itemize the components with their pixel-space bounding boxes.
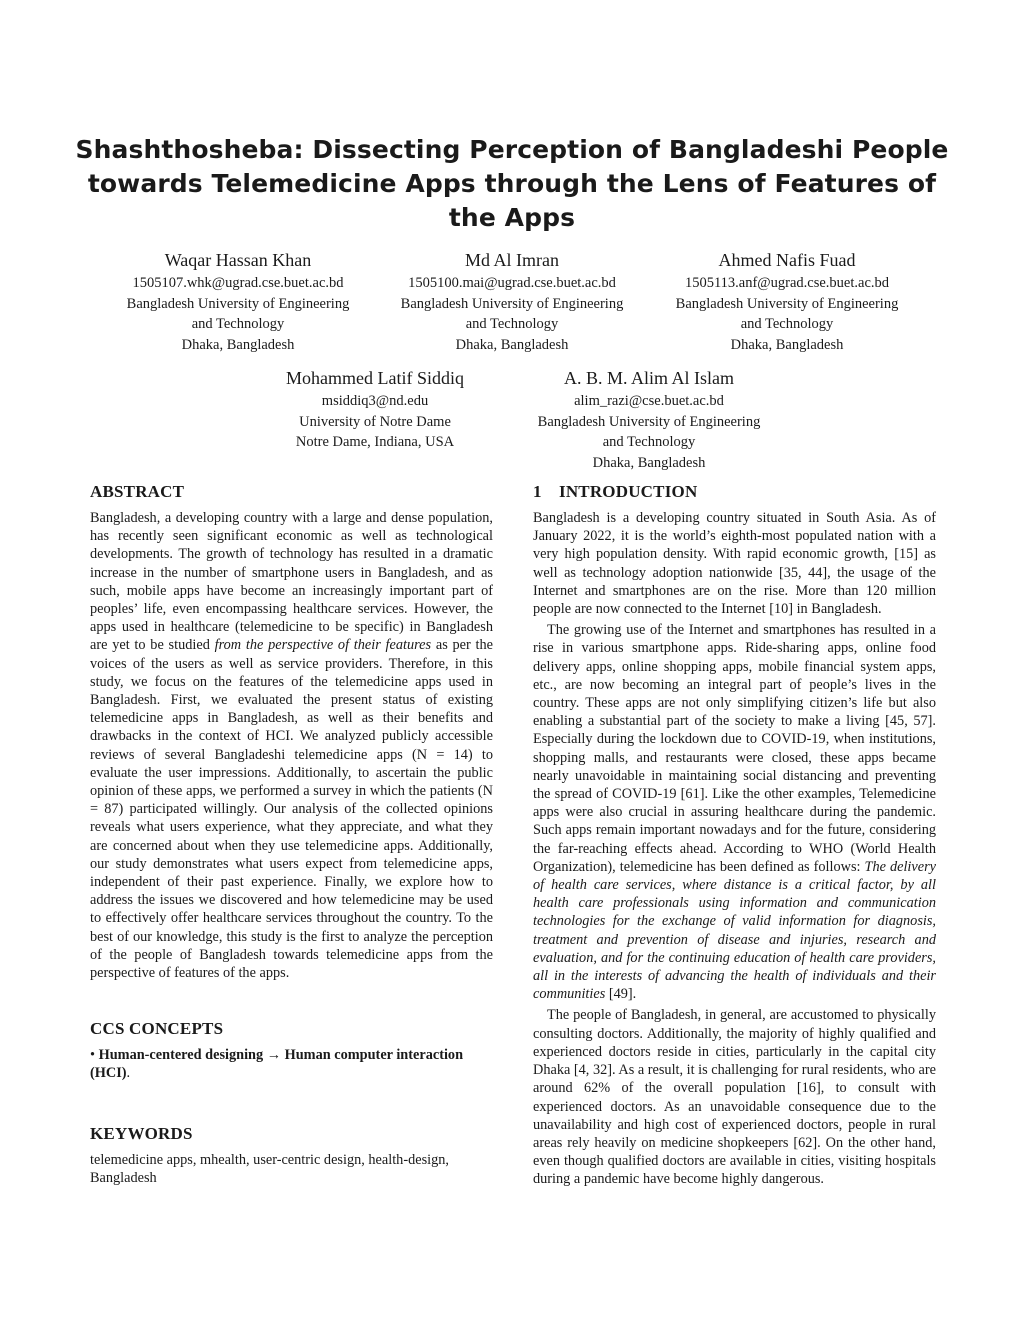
author-email: alim_razi@cse.buet.ac.bd xyxy=(574,393,724,409)
author-location: Notre Dame, Indiana, USA xyxy=(295,434,455,450)
author-location: Dhaka, Bangladesh xyxy=(730,336,844,353)
author-email: 1505100.mai@ugrad.cse.buet.ac.bd xyxy=(408,275,616,291)
author-block xyxy=(100,248,376,355)
author-name: A. B. M. Alim Al Islam xyxy=(563,368,734,388)
author-affiliation: and Technology xyxy=(191,316,285,332)
author-affiliation: Bangladesh University of Engineering xyxy=(675,295,899,312)
author-block xyxy=(237,366,513,453)
author-affiliation: and Technology xyxy=(602,434,696,450)
author-affiliation: Bangladesh University of Engineering xyxy=(126,295,350,312)
author-location: Dhaka, Bangladesh xyxy=(455,336,569,353)
author-affiliation: Bangladesh University of Engineering xyxy=(537,413,761,430)
section-number: 1 xyxy=(533,482,542,501)
ccs-period: . xyxy=(126,1065,131,1082)
author-affiliation: University of Notre Dame xyxy=(299,413,451,430)
author-affiliation: and Technology xyxy=(465,316,559,332)
keywords-heading: KEYWORDS xyxy=(90,1123,193,1143)
author-name: Mohammed Latif Siddiq xyxy=(286,368,464,388)
author-email: 1505113.anf@ugrad.cse.buet.ac.bd xyxy=(684,275,890,291)
intro-text-part: The growing use of the Internet and smartphones has resulted in a rise in various smartphone apps. Ride-sharing apps, online food delivery apps, online shopping apps, mobile financial system apps, etc., are now becoming an integral part of people’s lives in the country. These apps are not only simplifying citizen’s life but also enabling a substantial part of the society to make a living [45, 57]. Especially during the lockdown due to COVID-19, when institutions, shopping malls, and restaurants were closed, these apps became nearly unavoidable in maintaining social distancing and preventing the spread of COVID-19 [61]. Like the other examples, Telemedicine apps were also crucial in assuring healthcare during the pandemic. Such apps remain important nowadays and for the future, considering the far-reaching effects ahead. According to WHO (World Health Organization), telemedicine has been defined as follows: xyxy=(533,622,936,875)
author-affiliation: and Technology xyxy=(740,316,834,332)
ccs-bullet: • xyxy=(90,1047,96,1064)
ccs-concepts xyxy=(90,1046,493,1082)
author-name: Ahmed Nafis Fuad xyxy=(718,250,856,270)
intro-paragraph: Bangladesh is a developing country situated in South Asia. As of January 2022, it is the world’s eighth-most populated nation with a very high population density. With rapid economic growth, [15] as well as technology adoption nationwide [35, 44], the usage of the Internet and smartphones are on the rise. More than 120 million people are now connected to the Internet [10] in Bangladesh. xyxy=(533,510,936,618)
introduction-heading xyxy=(533,481,936,503)
abstract-italic-phrase: from the perspective of their features xyxy=(214,637,432,654)
left-column xyxy=(90,481,493,1187)
section-title: INTRODUCTION xyxy=(559,482,698,501)
intro-paragraph xyxy=(533,621,936,1003)
abstract-text xyxy=(90,509,493,982)
author-block xyxy=(511,366,787,473)
keywords-text: telemedicine apps, mhealth, user-centric design, health-design, Bangladesh xyxy=(90,1151,449,1186)
author-name: Md Al Imran xyxy=(465,250,559,270)
author-name: Waqar Hassan Khan xyxy=(164,250,312,270)
author-block xyxy=(649,248,925,355)
author-location: Dhaka, Bangladesh xyxy=(592,454,706,471)
abstract-heading: ABSTRACT xyxy=(90,482,185,501)
paper-title: Shashthosheba: Dissecting Perception of Bangladeshi People towards Telemedicine Apps through the Lens of Features of the Apps xyxy=(75,135,949,232)
ccs-heading: CCS CONCEPTS xyxy=(90,1019,224,1039)
intro-paragraph: The people of Bangladesh, in general, are accustomed to physically consulting doctors. Additionally, the majority of highly qualified and experienced doctors reside in cities, particularly in the capital city Dhaka [4, 32]. As a result, it is challenging for rural residents, who are around 62% of the overall population [16], to consult with experienced doctors. As an unavoidable consequence due to the unavailability and high cost of experienced doctors, people in rural areas rely heavily on medicine shopkeepers [62]. On the other hand, even though qualified doctors are available in cities, visiting hospitals during a pandemic have become highly dangerous. xyxy=(533,1007,936,1188)
author-location: Dhaka, Bangladesh xyxy=(181,336,295,353)
right-column xyxy=(533,481,936,1189)
intro-text-part: [49]. xyxy=(608,986,637,1003)
who-definition-quote: The delivery of health care services, where distance is a critical factor, by all health care professionals using information and communication technologies for the exchange of valid information for diagnosis, treatment and prevention of disease and injuries, research and evaluation, and for the continuing education of health care providers, all in the interests of advancing the health of individuals and their communities xyxy=(533,858,936,1003)
author-email: 1505107.whk@ugrad.cse.buet.ac.bd xyxy=(132,275,344,291)
abstract-text-part: Bangladesh, a developing country with a large and dense population, has recently seen significant economic as well as technological developments. The growth of technology has resulted in a dramatic increase in the number of smartphone users in Bangladesh, and as such, mobile apps have become an increasingly important part of peoples’ life, even encompassing healthcare services. However, the apps used in healthcare (telemedicine to be specific) in Bangladesh are yet to be studied xyxy=(90,510,493,654)
author-affiliation: Bangladesh University of Engineering xyxy=(400,295,624,312)
abstract-text-part: as per the voices of the users as well as service providers. Therefore, in this study, we focus on the features of the telemedicine apps used in Bangladesh. First, we evaluated the present status of existing telemedicine apps in Bangladesh, as well as their benefits and drawbacks in the context of HCI. We analyzed publicly accessible reviews of several Bangladeshi telemedicine apps (N = 14) to evaluate the user impressions. Additionally, to ascertain the public opinion of these apps, we performed a survey in which the patients (N = 87) participated willingly. Our analysis of the collected opinions reveals what users experience, what they appreciate, and what they are concerned about when they use telemedicine apps. Additionally, our study demonstrates what users expect from telemedicine apps, independent of their past experience. Finally, we explore how to address the issues we discovered and how telemedicine may be used to effectively offer healthcare services throughout the country. To the best of our knowledge, this study is the first to analyze the perception of the people of Bangladesh towards telemedicine apps from the perspective of features of the apps. xyxy=(90,637,493,982)
author-email: msiddiq3@nd.edu xyxy=(321,393,429,409)
ccs-concept: Human-centered designing → Human computer interaction (HCI) xyxy=(90,1047,464,1082)
author-block xyxy=(374,248,650,355)
